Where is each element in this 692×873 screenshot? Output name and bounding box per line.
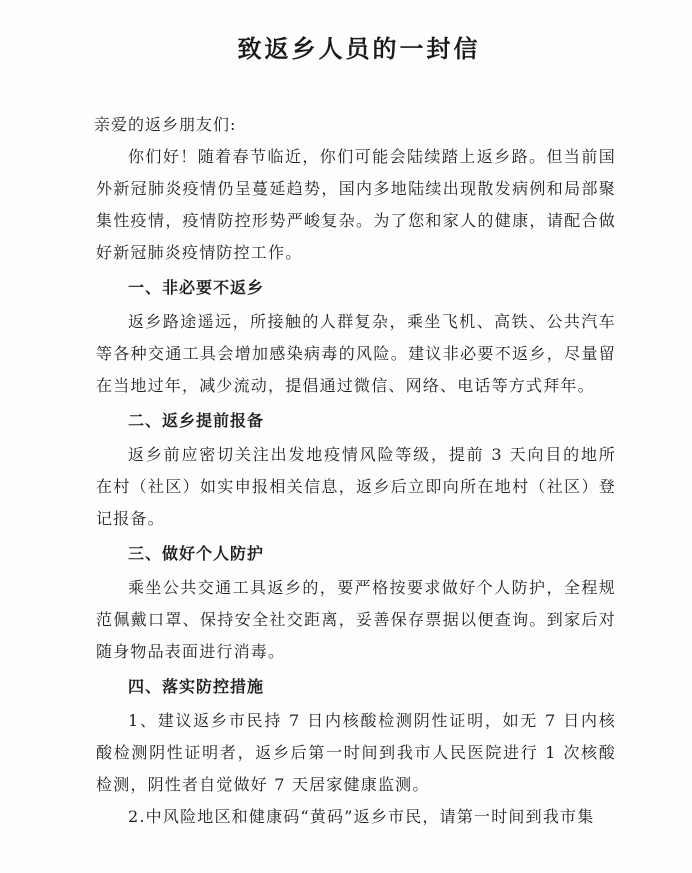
intro-paragraph: 你们好！随着春节临近，你们可能会陆续踏上返乡路。但当前国外新冠肺炎疫情仍呈蔓延趋势，国内多地陆续出现散发病例和局部聚集性疫情，疫情防控形势严峻复杂。为了您和家人的健康，请配合做好新冠肺炎疫情防控工作。 <box>96 147 616 262</box>
section-4-item-1: 1、建议返乡市民持 7 日内核酸检测阴性证明，如无 7 日内核酸检测阴性证明者，返乡后第一时间到我市人民医院进行 1 次核酸检测，阴性者自觉做好 7 天居家健康监测。 <box>96 711 616 794</box>
section-3-body: 乘坐公共交通工具返乡的，要严格按要求做好个人防护，全程规范佩戴口罩、保持安全社交距离，妥善保存票据以便查询。到家后对随身物品表面进行消毒。 <box>96 578 616 661</box>
salutation: 亲爱的返乡朋友们: <box>94 115 237 134</box>
section-1-body: 返乡路途遥远，所接触的人群复杂，乘坐飞机、高铁、公共汽车等各种交通工具会增加感染病毒的风险。建议非必要不返乡，尽量留在当地过年，减少流动，提倡通过微信、网络、电话等方式拜年。 <box>96 312 616 395</box>
letter-title: 致返乡人员的一封信 <box>237 35 481 63</box>
section-1-heading: 一、非必要不返乡 <box>128 278 265 297</box>
section-3-heading: 三、做好个人防护 <box>128 544 265 563</box>
section-4-item-2: 2.中风险地区和健康码“黄码”返乡市民，请第一时间到我市集 <box>128 807 595 826</box>
section-4-heading: 四、落实防控措施 <box>128 677 265 696</box>
section-2-body: 返乡前应密切关注出发地疫情风险等级，提前 3 天向目的地所在村（社区）如实申报相关信息，返乡后立即向所在地村（社区）登记报备。 <box>96 445 616 528</box>
section-2-heading: 二、返乡提前报备 <box>128 411 265 430</box>
